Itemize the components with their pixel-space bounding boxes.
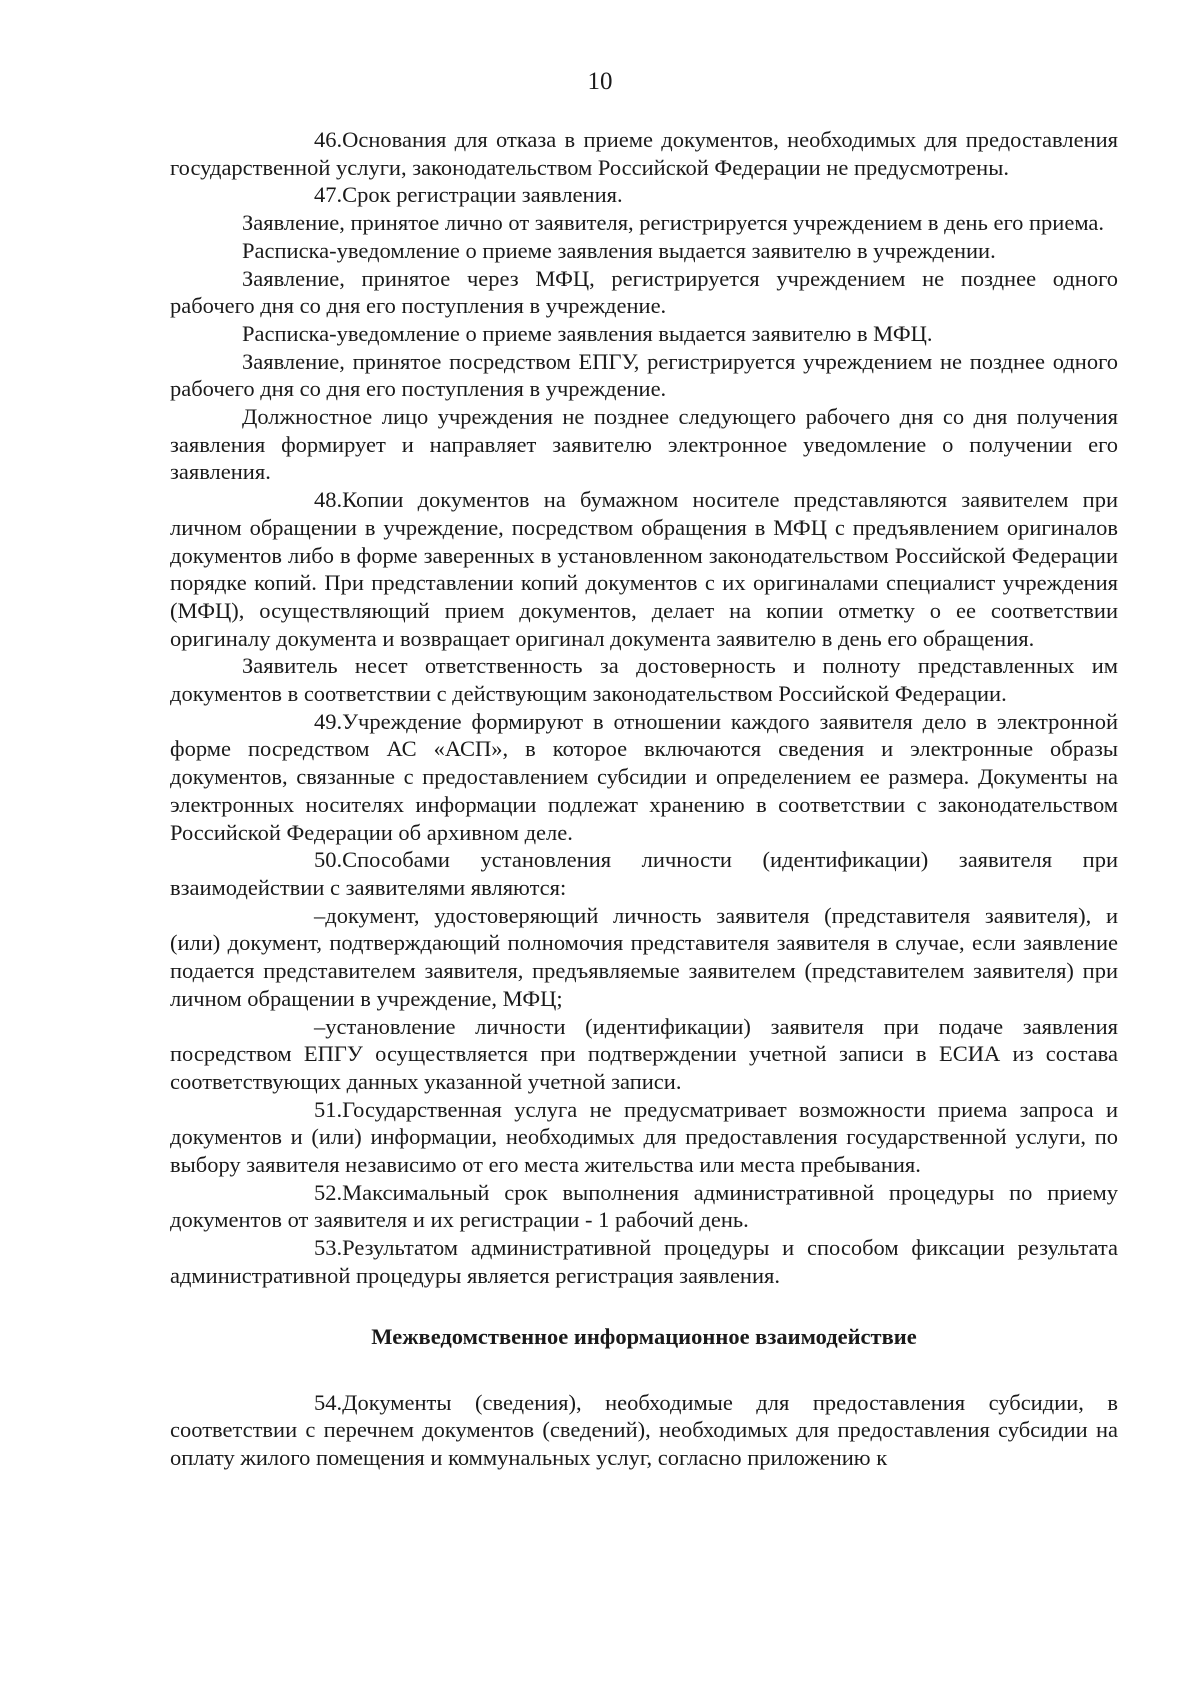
paragraph: Заявитель несет ответственность за достоверность и полноту представленных им документов в соответствии с действующим законодательством Российской Федерации. — [170, 653, 1118, 707]
paragraph-text: Учреждение формируют в отношении каждого заявителя дело в электронной форме посредством АС «АСП», в которое включаются сведения и электронные образы документов, связанные с предоставлением субсидии и определением ее размера. Документы на электронных носителях информации подлежат хранению в соответствии с законодательством Российской Федерации об архивном деле. — [170, 708, 1118, 845]
dash-marker: – — [314, 1013, 326, 1039]
paragraph: Заявление, принятое посредством ЕПГУ, регистрируется учреждением не позднее одного рабочего дня со дня его поступления в учреждение. — [170, 348, 1118, 402]
list-item-text: установление личности (идентификации) заявителя при подаче заявления посредством ЕПГУ осуществляется при подтверждении учетной записи в ЕСИА из состава соответствующих данных указанной учетной записи. — [170, 1013, 1118, 1094]
paragraph-text: Способами установления личности (идентификации) заявителя при взаимодействии с заявителями являются: — [170, 847, 1118, 900]
paragraph-text: Государственная услуга не предусматривает возможности приема запроса и документов и (или) информации, необходимых для предоставления государственной услуги, по выбору заявителя независимо от его места жительства или места пребывания. — [170, 1096, 1118, 1178]
list-item — [170, 902, 1118, 1013]
section-heading: Межведомственное информационное взаимодействие — [371, 1323, 917, 1349]
paragraph: Заявление, принятое через МФЦ, регистрируется учреждением не позднее одного рабочего дня со дня его поступления в учреждение. — [170, 265, 1118, 319]
paragraphs-before-heading — [170, 126, 1118, 1290]
paragraph-text: Основания для отказа в приеме документов, необходимых для предоставления государственной услуги, законодательством Российской Федерации не предусмотрены. — [170, 127, 1118, 180]
paragraph-text: Результатом административной процедуры и способом фиксации результата административной процедуры является регистрация заявления. — [170, 1235, 1118, 1288]
paragraph-number: 50. — [314, 847, 343, 873]
paragraph-number: 54. — [314, 1389, 343, 1415]
paragraph-text: Максимальный срок выполнения административной процедуры по приему документов от заявителя и их регистрации - 1 рабочий день. — [170, 1179, 1118, 1233]
paragraph-number: 47. — [314, 182, 343, 208]
paragraph-number: 53. — [314, 1235, 343, 1261]
paragraph-52 — [170, 1179, 1118, 1234]
paragraph-54 — [170, 1389, 1118, 1472]
paragraph-number: 46. — [314, 127, 343, 152]
paragraph-50 — [170, 846, 1118, 901]
paragraphs-after-heading — [170, 1389, 1118, 1472]
paragraph: Должностное лицо учреждения не позднее следующего рабочего дня со дня получения заявления формирует и направляет заявителю электронное уведомление о получении его заявления. — [170, 404, 1118, 485]
paragraph-number: 51. — [314, 1096, 343, 1122]
paragraph: Заявление, принятое лично от заявителя, регистрируется учреждением в день его приема. — [242, 210, 1105, 236]
paragraph: Расписка-уведомление о приеме заявления выдается заявителю в МФЦ. — [242, 320, 933, 346]
list-item-text: документ, удостоверяющий личность заявителя (представителя заявителя), и (или) документ, подтверждающий полномочия представителя заявителя в случае, если заявление подается представителем заявителя, предъявляемые заявителем (представителем заявителя) при личном обращении в учреждение, МФЦ; — [170, 902, 1118, 1011]
paragraph-text: Копии документов на бумажном носителе представляются заявителем при личном обращении в учреждение, посредством обращения в МФЦ с предъявлением оригиналов документов либо в форме заверенных в установленном законодательством Российской Федерации порядке копий. При представлении копий документов с их оригиналами специалист учреждения (МФЦ), осуществляющий прием документов, делает на копии отметку о ее соответствии оригиналу документа и возвращает оригинал документа заявителю в день его обращения. — [170, 487, 1118, 651]
paragraph-text: Документы (сведения), необходимые для предоставления субсидии, в соответствии с перечнем документов (сведений), необходимых для предоставления субсидии на оплату жилого помещения и коммунальных услуг, согласно приложению к — [170, 1389, 1118, 1470]
paragraph-46 — [170, 126, 1118, 181]
paragraph-47 — [170, 181, 1118, 209]
paragraph-51 — [170, 1096, 1118, 1179]
paragraph-number: 49. — [314, 708, 343, 734]
paragraph-number: 52. — [314, 1179, 343, 1205]
list-item — [170, 1013, 1118, 1096]
paragraph-48 — [170, 486, 1118, 652]
paragraph-number: 48. — [314, 487, 343, 513]
document-body — [170, 126, 1118, 1472]
paragraph-53 — [170, 1234, 1118, 1289]
paragraph-text: Срок регистрации заявления. — [342, 182, 623, 208]
paragraph-49 — [170, 708, 1118, 847]
page-number: 10 — [587, 68, 613, 95]
dash-marker: – — [314, 902, 326, 928]
paragraph: Расписка-уведомление о приеме заявления выдается заявителю в учреждении. — [242, 237, 996, 263]
